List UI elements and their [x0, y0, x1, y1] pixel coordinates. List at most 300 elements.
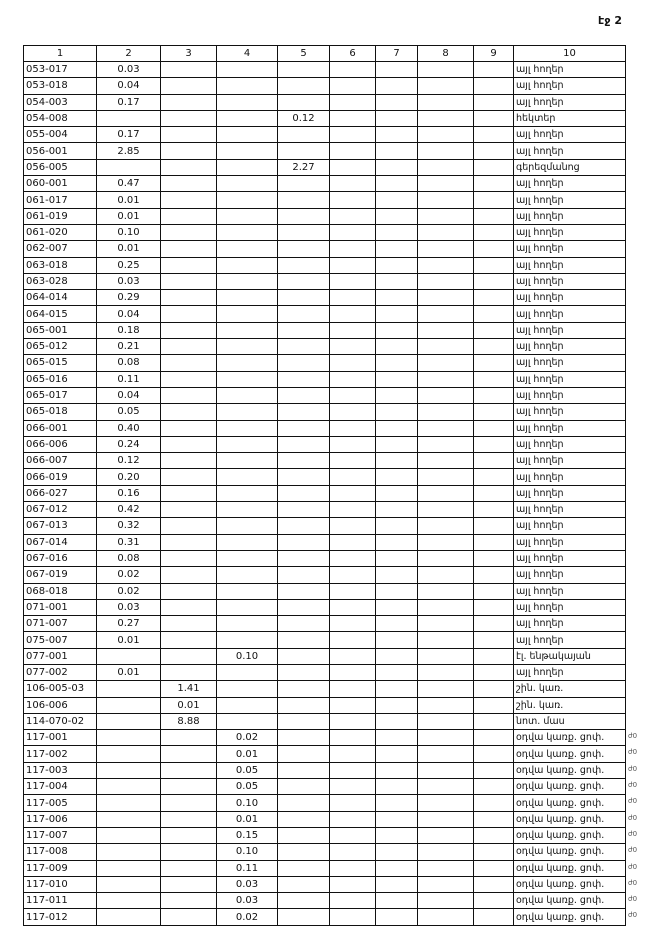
land-type-cell: օդվա կառք. ցոփ. [514, 730, 626, 746]
column-header: 4 [217, 46, 278, 62]
col2-value-cell [97, 762, 161, 778]
land-type-cell: օդվա կառք. ցոփ. [514, 779, 626, 795]
parcel-code-cell: 117-009 [24, 860, 97, 876]
col6-empty-cell [330, 176, 376, 192]
col5-value-cell: 0.12 [278, 110, 330, 126]
land-type-cell: այլ հողեր [514, 664, 626, 680]
col6-empty-cell [330, 469, 376, 485]
col6-empty-cell [330, 355, 376, 371]
margin-mark: ժ0 [628, 748, 638, 756]
table-row [24, 844, 626, 860]
col2-value-cell [97, 681, 161, 697]
land-type-cell: այլ հողեր [514, 176, 626, 192]
col8-empty-cell [418, 811, 474, 827]
col4-value-cell [217, 583, 278, 599]
col3-value-cell [161, 404, 217, 420]
col2-value-cell [97, 795, 161, 811]
col3-value-cell [161, 355, 217, 371]
col7-empty-cell [376, 730, 418, 746]
col2-value-cell: 0.03 [97, 599, 161, 615]
col6-empty-cell [330, 730, 376, 746]
column-header: 5 [278, 46, 330, 62]
col5-value-cell [278, 420, 330, 436]
col7-empty-cell [376, 664, 418, 680]
col9-empty-cell [474, 143, 514, 159]
margin-mark: ժ0 [628, 814, 638, 822]
table-row [24, 192, 626, 208]
col9-empty-cell [474, 469, 514, 485]
column-header: 8 [418, 46, 474, 62]
col2-value-cell [97, 697, 161, 713]
col7-empty-cell [376, 322, 418, 338]
col5-value-cell [278, 730, 330, 746]
col2-value-cell: 0.21 [97, 339, 161, 355]
land-type-cell: այլ հողեր [514, 404, 626, 420]
parcel-code-cell: 062-007 [24, 241, 97, 257]
col3-value-cell: 8.88 [161, 713, 217, 729]
col3-value-cell [161, 127, 217, 143]
col3-value-cell [161, 730, 217, 746]
col6-empty-cell [330, 632, 376, 648]
col4-value-cell [217, 143, 278, 159]
col2-value-cell [97, 893, 161, 909]
col3-value-cell [161, 420, 217, 436]
col5-value-cell [278, 404, 330, 420]
land-type-cell: նոտ. մաս [514, 713, 626, 729]
col9-empty-cell [474, 779, 514, 795]
land-type-cell: այլ հողեր [514, 355, 626, 371]
col2-value-cell: 0.11 [97, 371, 161, 387]
col2-value-cell: 0.01 [97, 192, 161, 208]
col3-value-cell [161, 811, 217, 827]
table-row [24, 78, 626, 94]
table-row [24, 779, 626, 795]
col4-value-cell [217, 127, 278, 143]
margin-mark: ժ0 [628, 830, 638, 838]
table-row [24, 110, 626, 126]
col9-empty-cell [474, 844, 514, 860]
col3-value-cell [161, 518, 217, 534]
col8-empty-cell [418, 599, 474, 615]
col3-value-cell [161, 795, 217, 811]
col3-value-cell [161, 62, 217, 78]
col7-empty-cell [376, 746, 418, 762]
col6-empty-cell [330, 453, 376, 469]
land-type-cell: այլ հողեր [514, 518, 626, 534]
col6-empty-cell [330, 339, 376, 355]
col5-value-cell [278, 208, 330, 224]
table-row [24, 876, 626, 892]
col4-value-cell: 0.10 [217, 648, 278, 664]
land-type-cell: այլ հողեր [514, 306, 626, 322]
col9-empty-cell [474, 127, 514, 143]
parcel-code-cell: 068-018 [24, 583, 97, 599]
table-row [24, 746, 626, 762]
col3-value-cell [161, 534, 217, 550]
col3-value-cell [161, 567, 217, 583]
col5-value-cell [278, 355, 330, 371]
land-type-cell: օդվա կառք. ցոփ. [514, 795, 626, 811]
land-type-cell: այլ հողեր [514, 192, 626, 208]
land-type-cell: էլ. ենթակայան [514, 648, 626, 664]
parcel-code-cell: 067-016 [24, 550, 97, 566]
col3-value-cell [161, 632, 217, 648]
col5-value-cell [278, 436, 330, 452]
parcel-code-cell: 053-017 [24, 62, 97, 78]
col7-empty-cell [376, 241, 418, 257]
col2-value-cell: 0.04 [97, 78, 161, 94]
margin-mark: ժ0 [628, 879, 638, 887]
col9-empty-cell [474, 893, 514, 909]
col7-empty-cell [376, 599, 418, 615]
land-type-cell: այլ հողեր [514, 143, 626, 159]
col9-empty-cell [474, 583, 514, 599]
col9-empty-cell [474, 648, 514, 664]
parcel-code-cell: 117-002 [24, 746, 97, 762]
col7-empty-cell [376, 159, 418, 175]
col9-empty-cell [474, 339, 514, 355]
col2-value-cell: 0.40 [97, 420, 161, 436]
col4-value-cell [217, 436, 278, 452]
col9-empty-cell [474, 62, 514, 78]
col8-empty-cell [418, 632, 474, 648]
col7-empty-cell [376, 224, 418, 240]
col7-empty-cell [376, 697, 418, 713]
col6-empty-cell [330, 485, 376, 501]
col7-empty-cell [376, 273, 418, 289]
land-type-cell: այլ հողեր [514, 241, 626, 257]
col8-empty-cell [418, 681, 474, 697]
col4-value-cell: 0.02 [217, 909, 278, 925]
col4-value-cell [217, 420, 278, 436]
col9-empty-cell [474, 550, 514, 566]
col6-empty-cell [330, 420, 376, 436]
col2-value-cell [97, 811, 161, 827]
table-row [24, 827, 626, 843]
col4-value-cell: 0.01 [217, 746, 278, 762]
col9-empty-cell [474, 876, 514, 892]
col4-value-cell [217, 599, 278, 615]
col6-empty-cell [330, 893, 376, 909]
col9-empty-cell [474, 909, 514, 925]
col2-value-cell [97, 909, 161, 925]
land-type-cell: օդվա կառք. ցոփ. [514, 827, 626, 843]
col4-value-cell [217, 534, 278, 550]
col3-value-cell [161, 876, 217, 892]
land-type-cell: այլ հողեր [514, 290, 626, 306]
col5-value-cell [278, 453, 330, 469]
land-type-cell: այլ հողեր [514, 322, 626, 338]
col3-value-cell [161, 322, 217, 338]
col3-value-cell [161, 241, 217, 257]
parcel-code-cell: 117-005 [24, 795, 97, 811]
col2-value-cell [97, 860, 161, 876]
col4-value-cell [217, 518, 278, 534]
column-header: 2 [97, 46, 161, 62]
col5-value-cell [278, 339, 330, 355]
column-header: 1 [24, 46, 97, 62]
col7-empty-cell [376, 78, 418, 94]
col5-value-cell [278, 192, 330, 208]
land-type-cell: այլ հողեր [514, 550, 626, 566]
land-type-cell: այլ հողեր [514, 453, 626, 469]
col2-value-cell: 0.08 [97, 355, 161, 371]
table-row [24, 860, 626, 876]
col2-value-cell: 0.04 [97, 387, 161, 403]
col6-empty-cell [330, 62, 376, 78]
parcel-code-cell: 071-007 [24, 616, 97, 632]
col7-empty-cell [376, 681, 418, 697]
col6-empty-cell [330, 371, 376, 387]
col5-value-cell [278, 779, 330, 795]
parcel-code-cell: 067-019 [24, 567, 97, 583]
col6-empty-cell [330, 844, 376, 860]
table-row [24, 241, 626, 257]
col7-empty-cell [376, 127, 418, 143]
margin-mark: ժ0 [628, 732, 638, 740]
col2-value-cell: 0.18 [97, 322, 161, 338]
table-row [24, 599, 626, 615]
parcel-code-cell: 117-006 [24, 811, 97, 827]
table-row [24, 632, 626, 648]
col6-empty-cell [330, 224, 376, 240]
col6-empty-cell [330, 550, 376, 566]
col2-value-cell: 0.12 [97, 453, 161, 469]
col8-empty-cell [418, 94, 474, 110]
parcel-code-cell: 055-004 [24, 127, 97, 143]
land-type-cell: այլ հողեր [514, 224, 626, 240]
col8-empty-cell [418, 746, 474, 762]
col3-value-cell [161, 224, 217, 240]
col2-value-cell: 0.42 [97, 502, 161, 518]
parcel-code-cell: 114-070-02 [24, 713, 97, 729]
land-type-cell: օդվա կառք. ցոփ. [514, 876, 626, 892]
col7-empty-cell [376, 306, 418, 322]
parcel-code-cell: 077-001 [24, 648, 97, 664]
table-row [24, 387, 626, 403]
col2-value-cell: 0.25 [97, 257, 161, 273]
col7-empty-cell [376, 110, 418, 126]
table-row [24, 681, 626, 697]
col7-empty-cell [376, 860, 418, 876]
col7-empty-cell [376, 387, 418, 403]
col3-value-cell [161, 339, 217, 355]
land-type-cell: այլ հողեր [514, 62, 626, 78]
col9-empty-cell [474, 176, 514, 192]
table-row [24, 127, 626, 143]
col6-empty-cell [330, 436, 376, 452]
col9-empty-cell [474, 159, 514, 175]
col5-value-cell [278, 485, 330, 501]
col7-empty-cell [376, 192, 418, 208]
col3-value-cell [161, 746, 217, 762]
col8-empty-cell [418, 583, 474, 599]
table-body [24, 62, 626, 926]
parcel-code-cell: 063-018 [24, 257, 97, 273]
col7-empty-cell [376, 583, 418, 599]
table-row [24, 62, 626, 78]
col4-value-cell [217, 257, 278, 273]
margin-mark: ժ0 [628, 797, 638, 805]
col8-empty-cell [418, 453, 474, 469]
col9-empty-cell [474, 273, 514, 289]
col5-value-cell [278, 290, 330, 306]
col2-value-cell: 0.08 [97, 550, 161, 566]
table-row [24, 159, 626, 175]
col6-empty-cell [330, 518, 376, 534]
col6-empty-cell [330, 404, 376, 420]
col2-value-cell: 0.27 [97, 616, 161, 632]
col7-empty-cell [376, 436, 418, 452]
land-type-cell: այլ հողեր [514, 94, 626, 110]
col7-empty-cell [376, 648, 418, 664]
col4-value-cell [217, 697, 278, 713]
col2-value-cell: 0.31 [97, 534, 161, 550]
col5-value-cell [278, 713, 330, 729]
col8-empty-cell [418, 550, 474, 566]
col4-value-cell [217, 192, 278, 208]
col5-value-cell [278, 306, 330, 322]
col9-empty-cell [474, 78, 514, 94]
margin-mark: ժ0 [628, 895, 638, 903]
parcel-code-cell: 117-011 [24, 893, 97, 909]
col7-empty-cell [376, 518, 418, 534]
parcel-code-cell: 067-014 [24, 534, 97, 550]
col4-value-cell: 0.03 [217, 876, 278, 892]
col5-value-cell [278, 257, 330, 273]
col8-empty-cell [418, 762, 474, 778]
land-type-cell: օդվա կառք. ցոփ. [514, 746, 626, 762]
table-row [24, 420, 626, 436]
col5-value-cell [278, 811, 330, 827]
col9-empty-cell [474, 241, 514, 257]
col4-value-cell [217, 224, 278, 240]
table-row [24, 257, 626, 273]
land-type-cell: այլ հողեր [514, 257, 626, 273]
col9-empty-cell [474, 322, 514, 338]
land-type-cell: այլ հողեր [514, 436, 626, 452]
col8-empty-cell [418, 827, 474, 843]
margin-mark: ժ0 [628, 781, 638, 789]
col8-empty-cell [418, 159, 474, 175]
col8-empty-cell [418, 485, 474, 501]
land-type-cell: այլ հողեր [514, 583, 626, 599]
col3-value-cell [161, 94, 217, 110]
col5-value-cell [278, 616, 330, 632]
col4-value-cell [217, 62, 278, 78]
col9-empty-cell [474, 290, 514, 306]
col3-value-cell [161, 110, 217, 126]
table-header-row [24, 46, 626, 62]
col7-empty-cell [376, 176, 418, 192]
col9-empty-cell [474, 713, 514, 729]
col2-value-cell [97, 730, 161, 746]
table-row [24, 648, 626, 664]
parcel-code-cell: 065-016 [24, 371, 97, 387]
parcel-code-cell: 075-007 [24, 632, 97, 648]
col9-empty-cell [474, 567, 514, 583]
col6-empty-cell [330, 583, 376, 599]
col2-value-cell: 0.01 [97, 241, 161, 257]
col4-value-cell [217, 208, 278, 224]
col4-value-cell [217, 681, 278, 697]
land-type-cell: այլ հողեր [514, 616, 626, 632]
col5-value-cell [278, 224, 330, 240]
col8-empty-cell [418, 306, 474, 322]
col7-empty-cell [376, 762, 418, 778]
col7-empty-cell [376, 811, 418, 827]
col4-value-cell [217, 632, 278, 648]
land-type-cell: այլ հողեր [514, 567, 626, 583]
col7-empty-cell [376, 534, 418, 550]
col4-value-cell [217, 664, 278, 680]
col2-value-cell: 0.05 [97, 404, 161, 420]
col8-empty-cell [418, 795, 474, 811]
col7-empty-cell [376, 893, 418, 909]
col9-empty-cell [474, 110, 514, 126]
land-type-cell: այլ հողեր [514, 469, 626, 485]
table-row [24, 534, 626, 550]
col5-value-cell [278, 795, 330, 811]
col3-value-cell [161, 192, 217, 208]
col8-empty-cell [418, 893, 474, 909]
table-row [24, 176, 626, 192]
col8-empty-cell [418, 62, 474, 78]
parcel-code-cell: 117-007 [24, 827, 97, 843]
col3-value-cell [161, 436, 217, 452]
col6-empty-cell [330, 876, 376, 892]
col3-value-cell [161, 257, 217, 273]
col7-empty-cell [376, 339, 418, 355]
col2-value-cell [97, 713, 161, 729]
col4-value-cell [217, 290, 278, 306]
parcel-code-cell: 117-012 [24, 909, 97, 925]
col4-value-cell: 0.05 [217, 779, 278, 795]
col4-value-cell [217, 241, 278, 257]
col2-value-cell: 0.03 [97, 62, 161, 78]
col3-value-cell [161, 208, 217, 224]
col8-empty-cell [418, 290, 474, 306]
col7-empty-cell [376, 876, 418, 892]
table-row [24, 795, 626, 811]
col8-empty-cell [418, 664, 474, 680]
col8-empty-cell [418, 730, 474, 746]
col6-empty-cell [330, 127, 376, 143]
parcel-code-cell: 117-001 [24, 730, 97, 746]
col8-empty-cell [418, 469, 474, 485]
col9-empty-cell [474, 94, 514, 110]
col8-empty-cell [418, 648, 474, 664]
col3-value-cell: 1.41 [161, 681, 217, 697]
col6-empty-cell [330, 616, 376, 632]
table-row [24, 713, 626, 729]
col6-empty-cell [330, 909, 376, 925]
col6-empty-cell [330, 762, 376, 778]
margin-mark: ժ0 [628, 911, 638, 919]
col7-empty-cell [376, 844, 418, 860]
col4-value-cell [217, 371, 278, 387]
col4-value-cell: 0.15 [217, 827, 278, 843]
col9-empty-cell [474, 746, 514, 762]
col8-empty-cell [418, 176, 474, 192]
col6-empty-cell [330, 697, 376, 713]
col6-empty-cell [330, 241, 376, 257]
col3-value-cell [161, 469, 217, 485]
col7-empty-cell [376, 632, 418, 648]
col2-value-cell: 0.01 [97, 208, 161, 224]
col6-empty-cell [330, 306, 376, 322]
col8-empty-cell [418, 420, 474, 436]
